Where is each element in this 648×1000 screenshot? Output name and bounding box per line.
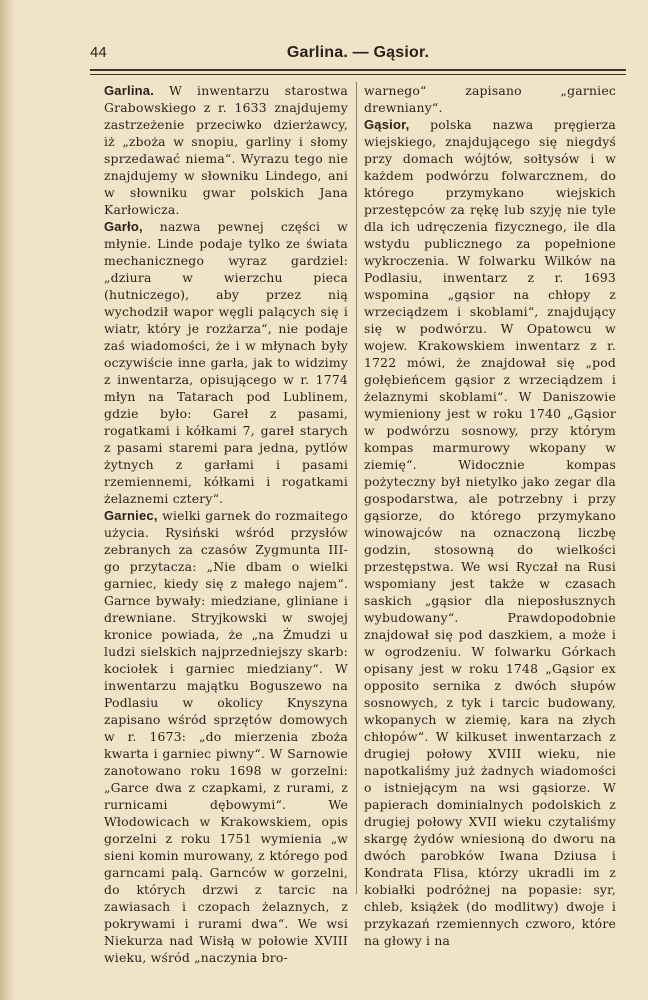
entry-text: warnego“ zapisano „garniec drewniany“. (364, 83, 616, 115)
entry-headword: Garlina. (104, 83, 155, 98)
entry-garlo (104, 218, 348, 507)
page-number: 44 (90, 44, 107, 61)
header-rule-thin (90, 74, 626, 75)
binding-shadow (0, 0, 14, 1000)
entry-garlina (104, 82, 348, 218)
running-title: Garlina. — Gąsior. (286, 44, 430, 61)
entry-headword: Garniec, (104, 508, 158, 523)
column-divider (356, 82, 357, 894)
right-column (364, 82, 616, 949)
header-rule (90, 69, 626, 71)
entry-garniec-continued (364, 82, 616, 116)
entry-garniec (104, 507, 348, 966)
entry-text: nazwa pewnej części w młynie. Linde podaje tylko ze świata mechanicznego wyraz gardziel: „dziura w wierzchu pieca (hutniczego), aby przez nią wychodził wapor węgli palących się i wiatr, który je rozżarza“, nie podaje zaś wiadomości, że i w młynach były oczywiście inne garła, jak to widzimy z inwentarza, opisującego w r. 1774 młyn na Tatarach pod Lublinem, gdzie było: Gareł z pasami, rogatkami i kółkami 7, gareł starych z pasami staremi para jedna, pytlów żytnych z garłami i pasami rzemiennemi, kółkami i rogatkami żelaznemi cztery“. (104, 219, 348, 506)
entry-text: W inwentarzu starostwa Grabowskiego z r. 1633 znajdujemy zastrzeżenie przeciwko dzierżawcy, iż „zboża w snopiu, garliny i słomy sprzedawać niema“. Wyrazu tego nie znajdujemy w słowniku Lindego, ani w słowniku gwar polskich Jana Karłowicza. (104, 83, 348, 217)
entry-headword: Garło, (104, 219, 143, 234)
entry-headword: Gąsior, (364, 117, 410, 132)
entry-text: wielki garnek do rozmaitego użycia. Rysiński wśród przysłów zebranych za czasów Zygmunta III-go przytacza: „Nie dbam o wielki garniec, kiedy się z małego najem“. Garnce bywały: miedziane, gliniane i drewniane. Stryjkowski w swojej kronice powiada, że „na Żmudzi u ludzi sielskich najprzedniejszy skarb: kociołek i garniec miedziany“. W inwentarzu majątku Boguszewo na Podlasiu w okolicy Knyszyna zapisano wśród sprzętów domowych w r. 1673: „do mierzenia zboża kwarta i garniec piwny“. W Sarnowie zanotowano roku 1698 w gorzelni: „Garce dwa z czapkami, z rurami, z rurnicami dębowymi“. We Włodowicach w Krakowskiem, opis gorzelni z roku 1751 wymienia „w sieni komin murowany, z którego pod garncami palą. Garnców w gorzelni, do których drzwi z tarcic na zawiasach i czopach żelaznych, z pokrywami i rurami dwa“. We wsi Niekurza nad Wisłą w połowie XVIII wieku, wśród „naczynia bro- (104, 508, 348, 965)
entry-gasior (364, 116, 616, 949)
left-column (104, 82, 348, 966)
entry-text: polska nazwa pręgierza wiejskiego, znajdującego się niegdyś przy domach wójtów, sołtysów i w każdem podwórzu folwarcznem, do którego przymykano wiejskich przestępców za rękę lub szyję nie tyle dla ich udręczenia fizycznego, ile dla wstydu publicznego za popełnione wykroczenia. W folwarku Wilków na Podlasiu, inwentarz z r. 1693 wspomina „gąsior na chłopy z wrzeciądzem i skoblami“, znajdujący się w podwórzu. W Opatowcu w wojew. Krakowskiem inwentarz z r. 1722 mówi, że znajdował się „pod gołębieńcem gąsior z wrzeciądzem i żelaznymi skoblami“. W Daniszowie wymieniony jest w roku 1740 „Gąsior w podwórzu sosnowy, przy którym kompas marmurowy wkopany w ziemię“. Widocznie kompas pożyteczny był nietylko jako zegar dla gospodarstwa, ale potrzebny i przy gąsiorze, do którego przymykano winowajców na oznaczoną liczbę godzin, stosowną do wielkości przestępstwa. We wsi Ryczał na Rusi wspomiany jest także w czasach saskich „gąsior dla nieposłusznych wybudowany“. Prawdopodobnie znajdował się pod daszkiem, a może i w ogrodzeniu. W folwarku Górkach opisany jest w roku 1748 „Gąsior ex opposito sernika z dwóch słupów sosnowych, z tyk i tarcic budowany, wkopanych w ziemię, kara na złych chłopów“. W kilkuset inwentarzach z drugiej połowy XVIII wieku, nie napotkaliśmy już żadnych wiadomości o istniejącym na wsi gąsiorze. W papierach dominialnych podolskich z drugiej połowy XVII wieku czytaliśmy skargę żydów wniesioną do dworu na dwóch parobków Iwana Dziusa i Kondrata Flisa, którzy ukradli im z kobiałki podróżnej na popasie: syr, chleb, książek (do modlitwy) dwoje i przykazań rzemiennych czworo, które na głowy i na (364, 117, 616, 948)
page-header (90, 44, 626, 68)
